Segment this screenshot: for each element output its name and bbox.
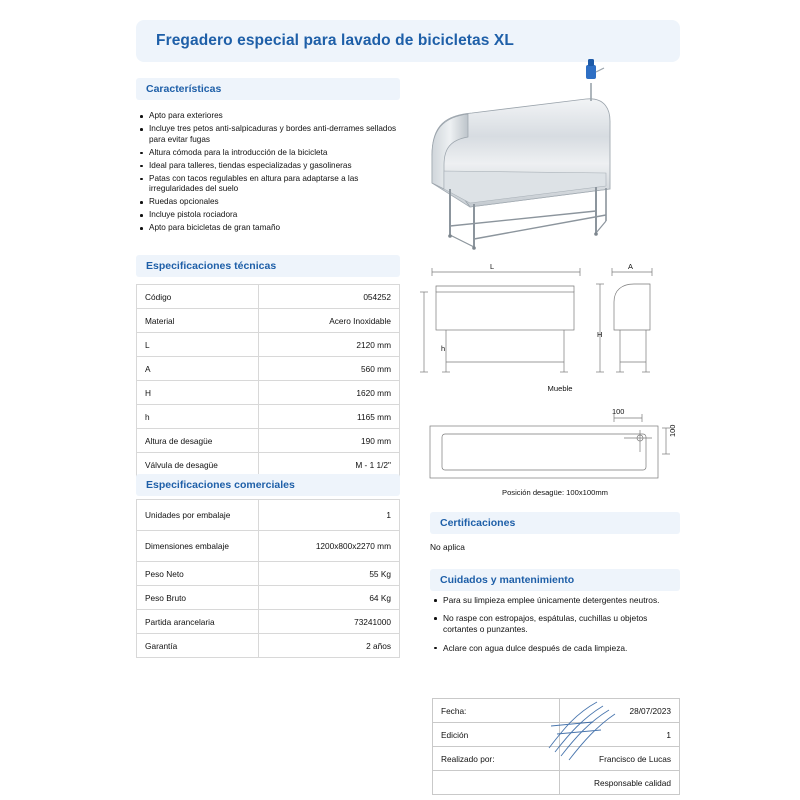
drain-position-drawing bbox=[424, 408, 674, 488]
section-header-especificaciones-comerciales bbox=[136, 474, 400, 496]
list-item: Apto para bicicletas de gran tamaño bbox=[138, 223, 408, 234]
table-cell-value: 1200x800x2270 mm bbox=[259, 531, 400, 562]
dimension-label-h: h bbox=[441, 344, 446, 353]
drain-dim-height: 100 bbox=[668, 424, 677, 437]
signature-mark bbox=[545, 700, 655, 766]
table-cell-key: Dimensiones embalaje bbox=[137, 531, 259, 562]
table-row bbox=[137, 429, 400, 453]
table-cell-value: 1620 mm bbox=[259, 381, 400, 405]
drawing-caption-mueble: Mueble bbox=[547, 384, 573, 393]
table-cell-value: 73241000 bbox=[259, 610, 400, 634]
table-cell-key: Partida arancelaria bbox=[137, 610, 259, 634]
table-cell-value: 054252 bbox=[259, 285, 400, 309]
table-cell-value: 28/07/2023 bbox=[560, 699, 680, 723]
table-cell-value: M - 1 1/2" bbox=[259, 453, 400, 477]
table-cell-key: Válvula de desagüe bbox=[137, 453, 259, 477]
table-cell-key: Peso Neto bbox=[137, 562, 259, 586]
table-row bbox=[137, 562, 400, 586]
tabla-especificaciones-tecnicas bbox=[136, 284, 400, 477]
table-cell-value: 1 bbox=[560, 723, 680, 747]
list-item: Altura cómoda para la introducción de la bicicleta bbox=[138, 148, 408, 159]
page-title bbox=[136, 20, 680, 62]
table-row bbox=[137, 610, 400, 634]
list-item: Incluye tres petos anti-salpicaduras y bordes anti-derrames sellados para evitar fugas bbox=[138, 124, 408, 146]
table-cell-value: 1165 mm bbox=[259, 405, 400, 429]
table-cell-key bbox=[433, 771, 560, 795]
list-item: Aclare con agua dulce después de cada limpieza. bbox=[432, 643, 680, 654]
table-cell-key: Edición bbox=[433, 723, 560, 747]
table-cell-key: H bbox=[137, 381, 259, 405]
table-cell-value: 2120 mm bbox=[259, 333, 400, 357]
table-cell-key: Material bbox=[137, 309, 259, 333]
tabla-especificaciones-comerciales bbox=[136, 499, 400, 658]
list-item: Incluye pistola rociadora bbox=[138, 210, 408, 221]
table-cell-key: Garantía bbox=[137, 634, 259, 658]
table-row bbox=[137, 405, 400, 429]
table-cell-value: Responsable calidad bbox=[560, 771, 680, 795]
list-item: Para su limpieza emplee únicamente detergentes neutros. bbox=[432, 595, 680, 606]
table-cell-value: 55 Kg bbox=[259, 562, 400, 586]
table-row bbox=[137, 333, 400, 357]
table-cell-value: Francisco de Lucas bbox=[560, 747, 680, 771]
table-row bbox=[137, 453, 400, 477]
product-illustration bbox=[410, 85, 670, 255]
drain-dim-width: 100 bbox=[612, 407, 625, 416]
list-item: Apto para exteriores bbox=[138, 111, 408, 122]
cuidados-list bbox=[432, 595, 680, 661]
technical-drawing-svg bbox=[420, 262, 680, 402]
table-row bbox=[433, 771, 680, 795]
table-row bbox=[137, 357, 400, 381]
list-item: Patas con tacos regulables en altura para adaptarse a las irregularidades del suelo bbox=[138, 174, 408, 196]
dimension-label-L: L bbox=[490, 262, 495, 271]
dimension-label-A: A bbox=[628, 262, 633, 271]
table-row bbox=[137, 586, 400, 610]
section-header-cuidados-label: Cuidados y mantenimiento bbox=[440, 574, 575, 586]
table-cell-key: L bbox=[137, 333, 259, 357]
table-cell-key: Unidades por embalaje bbox=[137, 500, 259, 531]
table-cell-value: 560 mm bbox=[259, 357, 400, 381]
section-header-caracteristicas bbox=[136, 78, 400, 100]
page-title-text: Fregadero especial para lavado de bicicletas XL bbox=[156, 32, 514, 49]
product-illustration-svg bbox=[410, 85, 670, 255]
list-item: Ideal para talleres, tiendas especializadas y gasolineras bbox=[138, 161, 408, 172]
drain-caption: Posición desagüe: 100x100mm bbox=[502, 488, 608, 497]
drain-position-svg bbox=[424, 408, 674, 488]
table-row bbox=[137, 285, 400, 309]
table-cell-key: A bbox=[137, 357, 259, 381]
table-cell-key: h bbox=[137, 405, 259, 429]
table-cell-key: Código bbox=[137, 285, 259, 309]
section-header-especificaciones-comerciales-label: Especificaciones comerciales bbox=[146, 479, 295, 491]
list-item: No raspe con estropajos, espátulas, cuchillas u objetos cortantes o punzantes. bbox=[432, 613, 680, 635]
table-row bbox=[137, 634, 400, 658]
section-header-especificaciones-tecnicas bbox=[136, 255, 400, 277]
table-row bbox=[137, 531, 400, 562]
table-cell-value: 64 Kg bbox=[259, 586, 400, 610]
table-cell-key: Altura de desagüe bbox=[137, 429, 259, 453]
section-header-cuidados bbox=[430, 569, 680, 591]
table-cell-key: Fecha: bbox=[433, 699, 560, 723]
section-header-caracteristicas-label: Características bbox=[146, 83, 222, 95]
table-cell-value: Acero Inoxidable bbox=[259, 309, 400, 333]
table-cell-value: 190 mm bbox=[259, 429, 400, 453]
section-header-certificaciones bbox=[430, 512, 680, 534]
section-header-certificaciones-label: Certificaciones bbox=[440, 517, 516, 529]
table-cell-key: Realizado por: bbox=[433, 747, 560, 771]
signature-svg bbox=[545, 700, 655, 766]
technical-drawing-views bbox=[420, 262, 680, 402]
table-row bbox=[137, 500, 400, 531]
table-row bbox=[137, 381, 400, 405]
table-cell-value: 2 años bbox=[259, 634, 400, 658]
table-row bbox=[137, 309, 400, 333]
table-cell-value: 1 bbox=[259, 500, 400, 531]
table-cell-key: Peso Bruto bbox=[137, 586, 259, 610]
dimension-label-H: H bbox=[597, 330, 603, 339]
caracteristicas-list bbox=[138, 111, 408, 236]
section-header-especificaciones-tecnicas-label: Especificaciones técnicas bbox=[146, 260, 277, 272]
certificaciones-text: No aplica bbox=[430, 542, 465, 552]
list-item: Ruedas opcionales bbox=[138, 197, 408, 208]
